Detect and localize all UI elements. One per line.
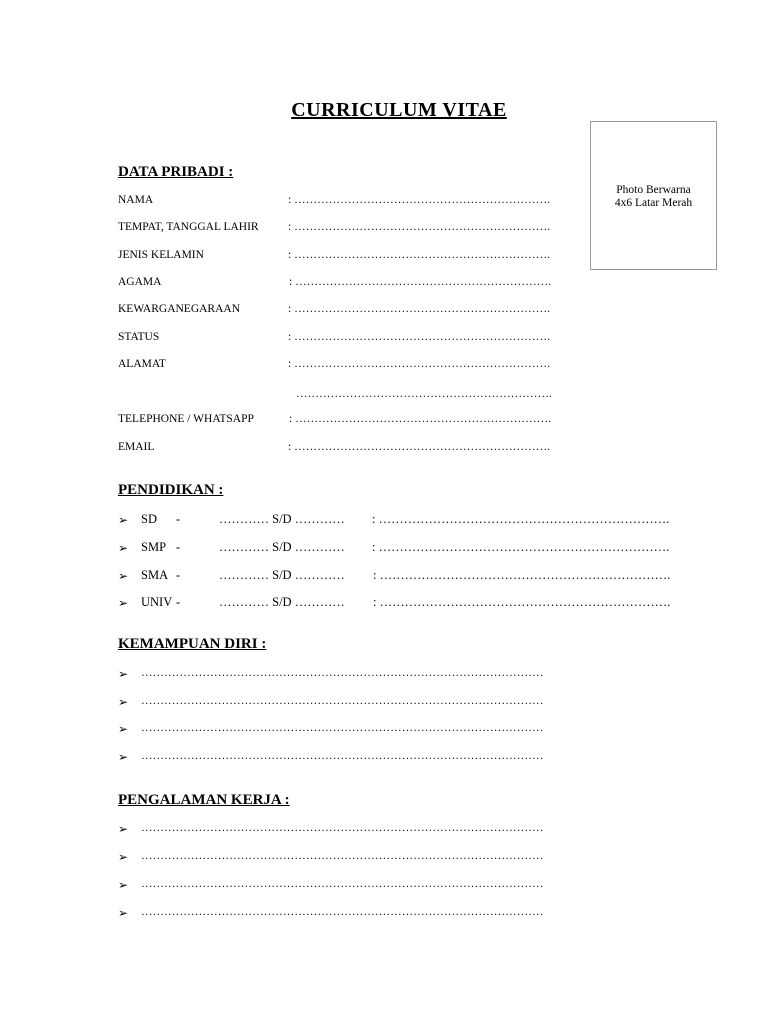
field-value-telephone: : …………………………………………………………. bbox=[289, 413, 551, 425]
bullet-arrow-icon: ➢ bbox=[118, 822, 129, 836]
bullet-arrow-icon: ➢ bbox=[118, 750, 129, 764]
bullet-arrow-icon: ➢ bbox=[118, 667, 129, 681]
edu-level-univ: UNIV bbox=[141, 595, 173, 609]
edu-level-sma: SMA bbox=[141, 568, 169, 582]
edu-value-sma: : ……………………………………………………………. bbox=[373, 568, 671, 582]
edu-period-sd: ………… S/D ………… bbox=[219, 512, 345, 526]
edu-dash: - bbox=[176, 512, 181, 526]
edu-dash: - bbox=[176, 568, 181, 582]
bullet-arrow-icon: ➢ bbox=[118, 722, 129, 736]
bullet-arrow-icon: ➢ bbox=[118, 513, 129, 527]
pengalaman-item-line: …………………………………………………………………………………………… bbox=[141, 822, 544, 834]
field-value-alamat-line-2: …………………………………………………………. bbox=[296, 388, 552, 400]
edu-dash: - bbox=[176, 540, 181, 554]
edu-value-univ: : ……………………………………………………………. bbox=[373, 595, 671, 609]
photo-caption bbox=[591, 184, 716, 210]
bullet-arrow-icon: ➢ bbox=[118, 541, 129, 555]
field-value-alamat: : …………………………………………………………. bbox=[288, 358, 550, 370]
kemampuan-item-line: …………………………………………………………………………………………… bbox=[141, 722, 544, 734]
field-label-email: EMAIL bbox=[118, 441, 155, 453]
field-value-jenis-kelamin: : …………………………………………………………. bbox=[288, 249, 550, 261]
field-label-agama: AGAMA bbox=[118, 276, 162, 288]
field-label-alamat: ALAMAT bbox=[118, 358, 166, 370]
edu-level-sd: SD bbox=[141, 512, 157, 526]
section-heading-pengalaman-kerja: PENGALAMAN KERJA : bbox=[118, 792, 290, 808]
section-heading-kemampuan-diri: KEMAMPUAN DIRI : bbox=[118, 636, 267, 652]
field-label-telephone: TELEPHONE / WHATSAPP bbox=[118, 413, 254, 425]
edu-period-sma: ………… S/D ………… bbox=[219, 568, 345, 582]
bullet-arrow-icon: ➢ bbox=[118, 569, 129, 583]
edu-value-sd: : ……………………………………………………………. bbox=[372, 512, 670, 526]
edu-dash: - bbox=[176, 595, 181, 609]
pengalaman-item-line: …………………………………………………………………………………………… bbox=[141, 906, 544, 918]
photo-placeholder bbox=[590, 121, 717, 270]
kemampuan-item-line: …………………………………………………………………………………………… bbox=[141, 667, 544, 679]
photo-caption-line-1: Photo Berwarna bbox=[616, 184, 691, 196]
bullet-arrow-icon: ➢ bbox=[118, 878, 129, 892]
pengalaman-item-line: …………………………………………………………………………………………… bbox=[141, 850, 544, 862]
field-label-jenis-kelamin: JENIS KELAMIN bbox=[118, 249, 204, 261]
photo-caption-line-2: 4x6 Latar Merah bbox=[614, 197, 693, 209]
field-label-nama: NAMA bbox=[118, 194, 154, 206]
pengalaman-item-line: …………………………………………………………………………………………… bbox=[141, 878, 544, 890]
field-label-status: STATUS bbox=[118, 331, 160, 343]
edu-period-smp: ………… S/D ………… bbox=[219, 540, 345, 554]
bullet-arrow-icon: ➢ bbox=[118, 850, 129, 864]
field-label-kewarganegaraan: KEWARGANEGARAAN bbox=[118, 303, 241, 315]
section-heading-pendidikan: PENDIDIKAN : bbox=[118, 482, 224, 498]
edu-period-univ: ………… S/D ………… bbox=[219, 595, 345, 609]
field-label-tempat-tanggal-lahir: TEMPAT, TANGGAL LAHIR bbox=[118, 221, 259, 233]
field-value-tempat-tanggal-lahir: : …………………………………………………………. bbox=[288, 221, 550, 233]
edu-value-smp: : ……………………………………………………………. bbox=[372, 540, 670, 554]
kemampuan-item-line: …………………………………………………………………………………………… bbox=[141, 695, 544, 707]
field-value-kewarganegaraan: : …………………………………………………………. bbox=[288, 303, 550, 315]
bullet-arrow-icon: ➢ bbox=[118, 596, 129, 610]
field-value-email: : …………………………………………………………. bbox=[288, 441, 550, 453]
field-value-status: : …………………………………………………………. bbox=[288, 331, 550, 343]
section-heading-data-pribadi: DATA PRIBADI : bbox=[118, 164, 234, 180]
field-value-agama: : …………………………………………………………. bbox=[289, 276, 551, 288]
field-value-nama: : …………………………………………………………. bbox=[288, 194, 550, 206]
bullet-arrow-icon: ➢ bbox=[118, 695, 129, 709]
document-title: CURRICULUM VITAE bbox=[291, 99, 507, 121]
edu-level-smp: SMP bbox=[141, 540, 167, 554]
bullet-arrow-icon: ➢ bbox=[118, 906, 129, 920]
kemampuan-item-line: …………………………………………………………………………………………… bbox=[141, 750, 544, 762]
